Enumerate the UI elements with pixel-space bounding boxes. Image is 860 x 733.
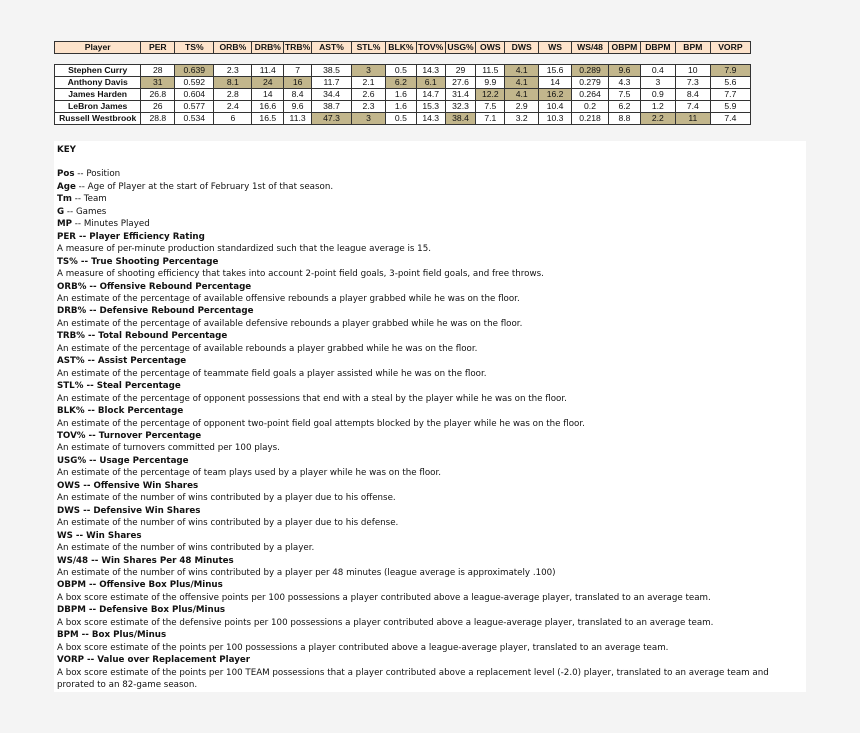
key-description: An estimate of turnovers committed per 100 plays. [57, 443, 280, 454]
stat-cell: 11.5 [476, 65, 505, 77]
stat-cell: 7.4 [675, 101, 710, 113]
key-abbreviation: TS% [57, 256, 78, 267]
stat-cell: 14.7 [416, 89, 445, 101]
spacer-cell [55, 54, 141, 65]
column-header: STL% [352, 42, 386, 54]
stat-cell: 1.6 [385, 101, 416, 113]
key-term: OBPM -- Offensive Box Plus/Minus [57, 580, 223, 591]
stat-cell: 2.3 [352, 101, 386, 113]
key-term: BLK% -- Block Percentage [57, 406, 184, 417]
column-header: VORP [710, 42, 750, 54]
column-header: ORB% [214, 42, 252, 54]
key-term: Age -- Age of Player at the start of February 1st of that season. [57, 181, 334, 192]
table-row [55, 113, 751, 125]
key-full-name: Assist Percentage [97, 356, 187, 367]
stat-cell: 28.8 [141, 113, 175, 125]
stat-cell: 1.2 [640, 101, 675, 113]
key-full-name: Box Plus/Minus [91, 630, 167, 641]
stat-cell: 16 [284, 77, 312, 89]
stat-cell: 5.6 [710, 77, 750, 89]
stat-cell: 0.4 [640, 65, 675, 77]
key-abbreviation: TRB% [57, 331, 85, 342]
key-description: A box score estimate of the defensive points per 100 possessions a player contributed above a league-average player, translated to an average team. [57, 617, 714, 628]
stat-cell: 4.3 [609, 77, 641, 89]
column-header: DBPM [640, 42, 675, 54]
key-description: A box score estimate of the offensive points per 100 possessions a player contributed above a league-average player, translated to an average team. [57, 592, 711, 603]
stat-cell: 34.4 [311, 89, 351, 101]
key-term: STL% -- Steal Percentage [57, 381, 181, 392]
stat-cell: 3 [352, 65, 386, 77]
key-term: G -- Games [57, 206, 107, 217]
key-term: WS -- Win Shares [57, 530, 142, 541]
key-full-name: Games [75, 206, 107, 217]
column-header: DWS [505, 42, 539, 54]
key-abbreviation: DRB% [57, 306, 87, 317]
key-description: An estimate of the number of wins contributed by a player due to his offense. [57, 493, 396, 504]
key-abbreviation: DWS [57, 505, 81, 516]
player-stats-table [54, 41, 751, 125]
stat-cell: 7 [284, 65, 312, 77]
stat-cell: 6.2 [609, 101, 641, 113]
spacer-cell [141, 54, 175, 65]
key-abbreviation: MP [57, 219, 73, 230]
player-name-cell: LeBron James [55, 101, 141, 113]
key-description: An estimate of the percentage of available rebounds a player grabbed while he was on the floor. [57, 343, 478, 354]
stat-cell: 0.5 [385, 65, 416, 77]
spacer-cell [539, 54, 572, 65]
stat-cell: 0.264 [572, 89, 609, 101]
stat-cell: 6.2 [385, 77, 416, 89]
stat-cell: 6 [214, 113, 252, 125]
stat-cell: 9.6 [284, 101, 312, 113]
key-panel [54, 141, 806, 692]
spacer-cell [284, 54, 312, 65]
spacer-cell [445, 54, 476, 65]
stat-cell: 32.3 [445, 101, 476, 113]
key-description: A box score estimate of the points per 100 possessions a player contributed above a league-average player, translated to an average team. [57, 642, 669, 653]
stat-cell: 16.2 [539, 89, 572, 101]
stat-cell: 3 [352, 113, 386, 125]
spacer-cell [476, 54, 505, 65]
spacer-cell [710, 54, 750, 65]
key-full-name: Usage Percentage [99, 455, 189, 466]
key-description: An estimate of the percentage of team plays used by a player while he was on the floor. [57, 468, 442, 479]
stat-cell: 0.9 [640, 89, 675, 101]
column-header: TS% [175, 42, 214, 54]
stat-cell: 8.4 [675, 89, 710, 101]
stat-cell: 6.1 [416, 77, 445, 89]
stat-cell: 14.3 [416, 65, 445, 77]
key-abbreviation: WS [57, 530, 73, 541]
key-term: Pos -- Position [57, 169, 121, 180]
stat-cell: 10.3 [539, 113, 572, 125]
stat-cell: 7.9 [710, 65, 750, 77]
stat-cell: 0.2 [572, 101, 609, 113]
key-description: An estimate of the percentage of opponent possessions that end with a steal by the player while he was on the floor. [57, 393, 567, 404]
key-term: DWS -- Defensive Win Shares [57, 505, 201, 516]
stat-cell: 9.9 [476, 77, 505, 89]
key-description: An estimate of the number of wins contributed by a player due to his defense. [57, 518, 399, 529]
player-name-cell: Russell Westbrook [55, 113, 141, 125]
stat-cell: 0.218 [572, 113, 609, 125]
stat-cell: 1.6 [385, 89, 416, 101]
column-header: OWS [476, 42, 505, 54]
stat-cell: 0.604 [175, 89, 214, 101]
key-full-name: True Shooting Percentage [91, 256, 219, 267]
stat-cell: 27.6 [445, 77, 476, 89]
table-header [55, 42, 751, 54]
stat-cell: 0.592 [175, 77, 214, 89]
key-term: TRB% -- Total Rebound Percentage [57, 331, 228, 342]
stat-cell: 3.2 [505, 113, 539, 125]
key-abbreviation: TOV% [57, 430, 86, 441]
stat-cell: 2.9 [505, 101, 539, 113]
key-term: USG% -- Usage Percentage [57, 455, 189, 466]
key-full-name: Value over Replacement Player [97, 655, 251, 666]
stat-cell: 10 [675, 65, 710, 77]
key-full-name: Offensive Rebound Percentage [99, 281, 252, 292]
stat-cell: 7.7 [710, 89, 750, 101]
key-full-name: Offensive Win Shares [93, 480, 199, 491]
key-description: An estimate of the percentage of opponent two-point field goal attempts blocked by the player while he was on the floor. [57, 418, 585, 429]
key-term: MP -- Minutes Played [57, 219, 150, 230]
key-full-name: Offensive Box Plus/Minus [99, 580, 223, 591]
key-term: OWS -- Offensive Win Shares [57, 480, 199, 491]
stat-cell: 14 [252, 89, 284, 101]
key-full-name: Age of Player at the start of February 1st of that season. [87, 181, 334, 192]
column-header: WS/48 [572, 42, 609, 54]
stat-cell: 15.3 [416, 101, 445, 113]
stat-cell: 2.6 [352, 89, 386, 101]
table-row [55, 65, 751, 77]
stat-cell: 5.9 [710, 101, 750, 113]
key-term: TS% -- True Shooting Percentage [57, 256, 219, 267]
stat-cell: 2.8 [214, 89, 252, 101]
key-abbreviation: PER [57, 231, 76, 242]
key-full-name: Win Shares [86, 530, 142, 541]
stat-cell: 29 [445, 65, 476, 77]
key-full-name: Minutes Played [83, 219, 150, 230]
table-row [55, 89, 751, 101]
key-description: An estimate of the percentage of teammate field goals a player assisted while he was on the floor. [57, 368, 487, 379]
key-abbreviation: BPM [57, 630, 79, 641]
stat-cell: 11.3 [284, 113, 312, 125]
key-full-name: Defensive Rebound Percentage [99, 306, 254, 317]
stat-cell: 14 [539, 77, 572, 89]
stat-cell: 16.6 [252, 101, 284, 113]
key-abbreviation: VORP [57, 655, 85, 666]
player-name-cell: James Harden [55, 89, 141, 101]
stat-cell: 38.5 [311, 65, 351, 77]
stat-cell: 28 [141, 65, 175, 77]
key-term: Tm -- Team [57, 194, 107, 205]
stat-cell: 15.6 [539, 65, 572, 77]
stat-cell: 0.279 [572, 77, 609, 89]
key-full-name: Total Rebound Percentage [98, 331, 228, 342]
stat-cell: 47.3 [311, 113, 351, 125]
spacer-cell [416, 54, 445, 65]
spacer-cell [640, 54, 675, 65]
stat-cell: 11.7 [311, 77, 351, 89]
stat-cell: 2.1 [352, 77, 386, 89]
key-term: BPM -- Box Plus/Minus [57, 630, 167, 641]
key-entries [57, 168, 803, 691]
key-description: A measure of shooting efficiency that takes into account 2-point field goals, 3-point field goals, and free throws. [57, 269, 544, 280]
spacer-cell [505, 54, 539, 65]
key-abbreviation: STL% [57, 381, 84, 392]
key-description: A measure of per-minute production standardized such that the league average is 15. [57, 244, 431, 255]
stat-cell: 31.4 [445, 89, 476, 101]
column-header: BLK% [385, 42, 416, 54]
key-description: An estimate of the number of wins contributed by a player per 48 minutes (league average is approximately .100) [57, 567, 556, 578]
stat-cell: 26.8 [141, 89, 175, 101]
key-abbreviation: OWS [57, 480, 81, 491]
stat-cell: 8.8 [609, 113, 641, 125]
stat-cell: 16.5 [252, 113, 284, 125]
stat-cell: 11 [675, 113, 710, 125]
stat-cell: 8.4 [284, 89, 312, 101]
stat-cell: 8.1 [214, 77, 252, 89]
stat-cell: 0.577 [175, 101, 214, 113]
stat-cell: 0.639 [175, 65, 214, 77]
stat-cell: 4.1 [505, 65, 539, 77]
key-term: AST% -- Assist Percentage [57, 356, 187, 367]
column-header: WS [539, 42, 572, 54]
key-description: A box score estimate of the points per 100 TEAM possessions that a player contributed above a replacement level (-2.0) player, translated to an average team and prorated to an 82-game season. [57, 667, 769, 691]
spacer-cell [352, 54, 386, 65]
stat-cell: 4.1 [505, 77, 539, 89]
column-header: TRB% [284, 42, 311, 52]
stat-cell: 7.4 [710, 113, 750, 125]
column-header: TOV% [418, 42, 444, 52]
stat-cell: 14.3 [416, 113, 445, 125]
key-abbreviation: ORB% [57, 281, 87, 292]
stat-cell: 7.5 [609, 89, 641, 101]
stat-cell: 11.4 [252, 65, 284, 77]
player-name-cell: Stephen Curry [55, 65, 141, 77]
column-header: AST% [311, 42, 351, 54]
stat-cell: 7.3 [675, 77, 710, 89]
key-full-name: Defensive Box Plus/Minus [99, 605, 226, 616]
key-abbreviation: OBPM [57, 580, 87, 591]
stat-cell: 2.2 [640, 113, 675, 125]
key-description: An estimate of the percentage of available defensive rebounds a player grabbed while he was on the floor. [57, 318, 523, 329]
key-abbreviation: AST% [57, 356, 85, 367]
spacer-cell [214, 54, 252, 65]
column-header: BPM [675, 42, 710, 54]
key-term: TOV% -- Turnover Percentage [57, 430, 202, 441]
key-description: An estimate of the percentage of available offensive rebounds a player grabbed while he was on the floor. [57, 293, 520, 304]
key-term: DRB% -- Defensive Rebound Percentage [57, 306, 254, 317]
key-term: DBPM -- Defensive Box Plus/Minus [57, 605, 226, 616]
column-header: USG% [445, 42, 476, 54]
stat-cell: 7.5 [476, 101, 505, 113]
key-term: VORP -- Value over Replacement Player [57, 655, 251, 666]
key-term: PER -- Player Efficiency Rating [57, 231, 205, 242]
key-abbreviation: USG% [57, 455, 87, 466]
spacer-cell [385, 54, 416, 65]
stat-cell: 2.3 [214, 65, 252, 77]
stat-cell: 0.5 [385, 113, 416, 125]
stat-cell: 31 [141, 77, 175, 89]
spacer-cell [609, 54, 641, 65]
stat-cell: 26 [141, 101, 175, 113]
stat-cell: 12.2 [476, 89, 505, 101]
stat-cell: 9.6 [609, 65, 641, 77]
header-row [55, 42, 751, 54]
key-title: KEY [57, 145, 76, 155]
key-abbreviation: Age [57, 181, 76, 192]
key-full-name: Steal Percentage [96, 381, 181, 392]
column-header: OBPM [609, 42, 641, 54]
table-row [55, 77, 751, 89]
spacer-cell [311, 54, 351, 65]
key-abbreviation: BLK% [57, 406, 85, 417]
column-header: Player [55, 42, 141, 54]
key-abbreviation: G [57, 206, 65, 217]
column-header: PER [141, 42, 175, 54]
key-term: WS/48 -- Win Shares Per 48 Minutes [57, 555, 234, 566]
stat-cell: 0.289 [572, 65, 609, 77]
key-full-name: Win Shares Per 48 Minutes [101, 555, 234, 566]
key-full-name: Defensive Win Shares [93, 505, 201, 516]
key-full-name: Team [83, 194, 107, 205]
stat-cell: 2.4 [214, 101, 252, 113]
stat-cell: 10.4 [539, 101, 572, 113]
key-full-name: Player Efficiency Rating [89, 231, 205, 242]
spacer-cell [572, 54, 609, 65]
key-full-name: Turnover Percentage [98, 430, 202, 441]
key-term: ORB% -- Offensive Rebound Percentage [57, 281, 252, 292]
key-abbreviation: Pos [57, 169, 75, 180]
stat-cell: 38.7 [311, 101, 351, 113]
stat-cell: 0.534 [175, 113, 214, 125]
spacer-cell [175, 54, 214, 65]
key-abbreviation: WS/48 [57, 555, 89, 566]
column-header: DRB% [252, 42, 284, 54]
stat-cell: 38.4 [445, 113, 476, 125]
key-full-name: Position [86, 169, 121, 180]
key-full-name: Block Percentage [97, 406, 184, 417]
spacer-cell [252, 54, 284, 65]
key-description: An estimate of the number of wins contributed by a player. [57, 543, 315, 554]
key-abbreviation: DBPM [57, 605, 86, 616]
stat-cell: 4.1 [505, 89, 539, 101]
stat-cell: 3 [640, 77, 675, 89]
spacer-row [55, 54, 751, 65]
table-body [55, 54, 751, 125]
key-abbreviation: Tm [57, 194, 72, 205]
player-name-cell: Anthony Davis [55, 77, 141, 89]
stat-cell: 7.1 [476, 113, 505, 125]
spacer-cell [675, 54, 710, 65]
stat-cell: 24 [252, 77, 284, 89]
table-row [55, 101, 751, 113]
